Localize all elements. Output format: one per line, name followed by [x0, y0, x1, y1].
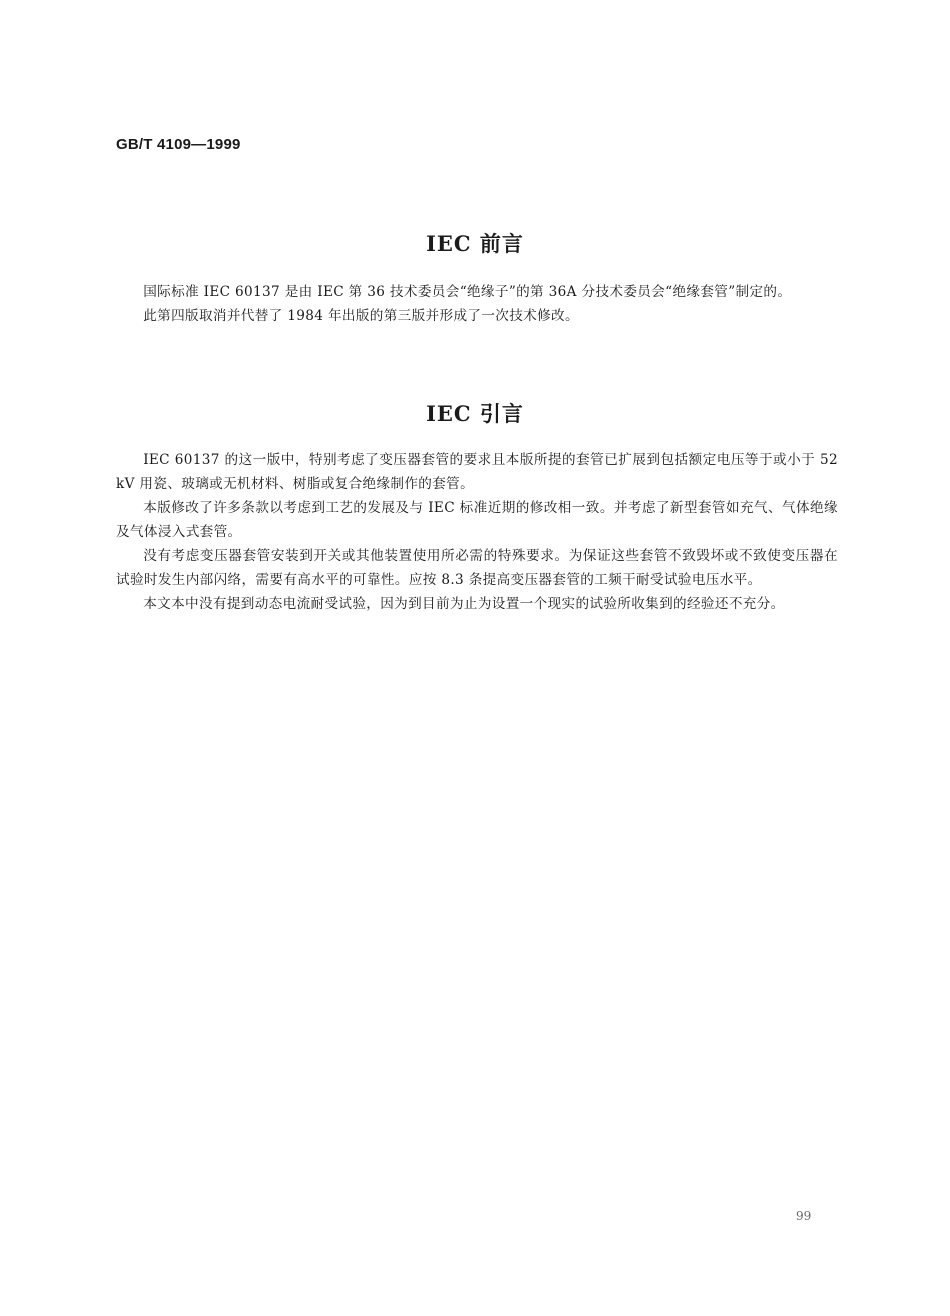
introduction-paragraph: IEC 60137 的这一版中，特别考虑了变压器套管的要求且本版所提的套管已扩展到包括额定电压等于或小于 52 kV 用瓷、玻璃或无机材料、树脂或复合绝缘制作的套管。: [116, 452, 838, 492]
introduction-paragraph: 本文本中没有提到动态电流耐受试验，因为到目前为止为设置一个现实的试验所收集到的经验还不充分。: [143, 596, 785, 612]
foreword-paragraph: 此第四版取消并代替了 1984 年出版的第三版并形成了一次技术修改。: [143, 308, 579, 324]
introduction-paragraph: 没有考虑变压器套管安装到开关或其他装置使用所必需的特殊要求。为保证这些套管不致毁坏或不致使变压器在试验时发生内部闪络，需要有高水平的可靠性。应按 8.3 条提高变压器套管的工频干耐受试验电压水平。: [116, 548, 838, 588]
foreword-body: [116, 280, 838, 328]
page-number: 99: [796, 1209, 812, 1223]
introduction-body: [116, 448, 838, 616]
foreword-paragraph: 国际标准 IEC 60137 是由 IEC 第 36 技术委员会“绝缘子”的第 36A 分技术委员会“绝缘套管”制定的。: [143, 284, 792, 300]
introduction-title: IEC 引言: [426, 401, 524, 426]
introduction-paragraph: 本版修改了许多条款以考虑到工艺的发展及与 IEC 标准近期的修改相一致。并考虑了新型套管如充气、气体绝缘及气体浸入式套管。: [116, 500, 838, 540]
standard-number: GB/T 4109—1999: [116, 136, 241, 153]
foreword-title: IEC 前言: [426, 231, 524, 256]
